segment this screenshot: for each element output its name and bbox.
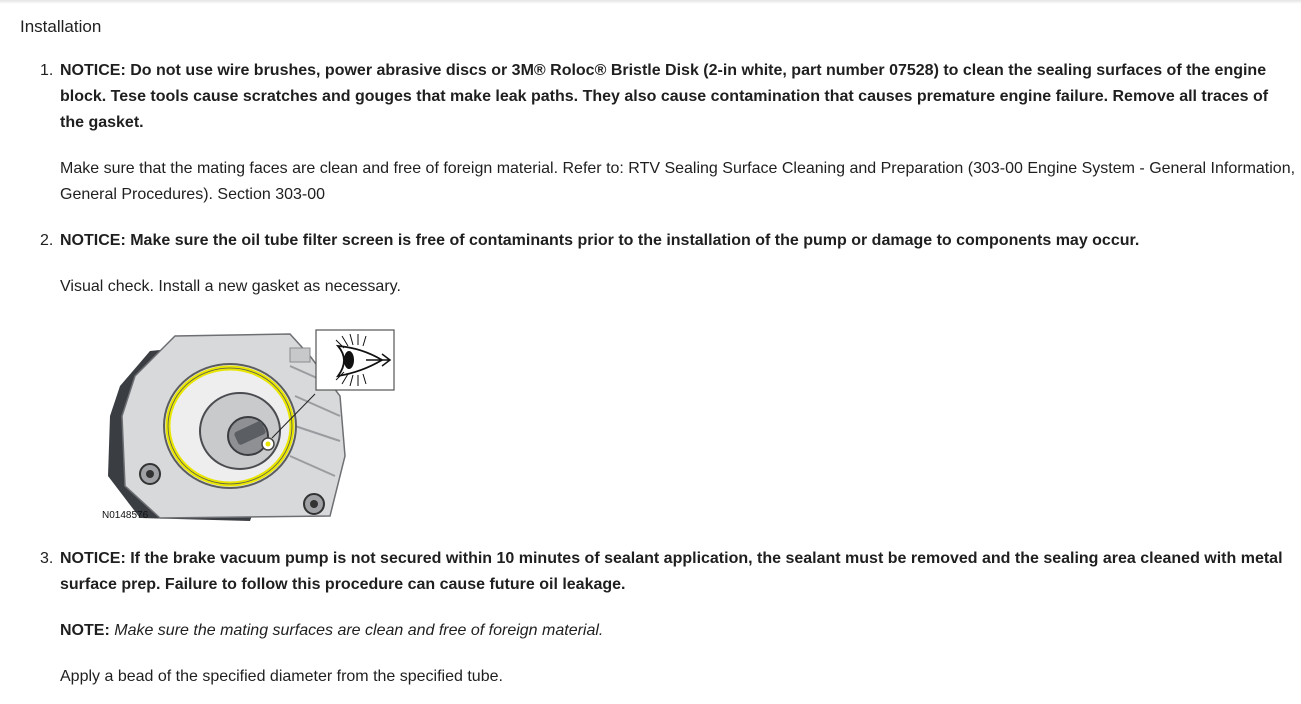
step-notice: NOTICE: If the brake vacuum pump is not secured within 10 minutes of sealant application, the sealant must be removed and the sealing area cleaned with metal surface prep. Failure to follow this procedure can cause future oil leakage.	[60, 550, 1283, 593]
step-notice: NOTICE: Make sure the oil tube filter screen is free of contaminants prior to the installation of the pump or damage to components may occur.	[60, 232, 1140, 249]
figure-caption: N0148576	[102, 510, 149, 521]
step-1	[20, 58, 1296, 208]
step-number: 3.	[40, 550, 54, 567]
step-text: Apply a bead of the specified diameter from the specified tube.	[60, 668, 503, 685]
step-notice: NOTICE: Do not use wire brushes, power abrasive discs or 3M® Roloc® Bristle Disk (2-in white, part number 07528) to clean the sealing surfaces of the engine block. Tese tools cause scratches and gouges that make leak paths. They also cause contamination that causes premature engine failure. Remove all traces of the gasket.	[60, 62, 1269, 131]
procedure-page	[20, 16, 1296, 690]
vacuum-pump-figure	[100, 326, 400, 526]
steps-list	[20, 58, 1296, 690]
step-text: Make sure that the mating faces are clean and free of foreign material. Refer to: RTV Sealing Surface Cleaning and Preparation (303-00 Engine System - General Information, General Procedures). Section 303-00	[60, 160, 1296, 203]
note-text: Make sure the mating surfaces are clean and free of foreign material.	[114, 622, 604, 639]
step-number: 1.	[40, 62, 54, 79]
step-note	[60, 618, 1296, 644]
vacuum-pump-illustration	[100, 326, 400, 526]
step-2	[20, 228, 1296, 526]
step-number: 2.	[40, 232, 54, 249]
section-title: Installation	[20, 17, 102, 36]
step-text: Visual check. Install a new gasket as necessary.	[60, 278, 401, 295]
step-3	[20, 546, 1296, 690]
top-shadow-bar	[0, 0, 1301, 4]
note-label: NOTE:	[60, 622, 110, 639]
